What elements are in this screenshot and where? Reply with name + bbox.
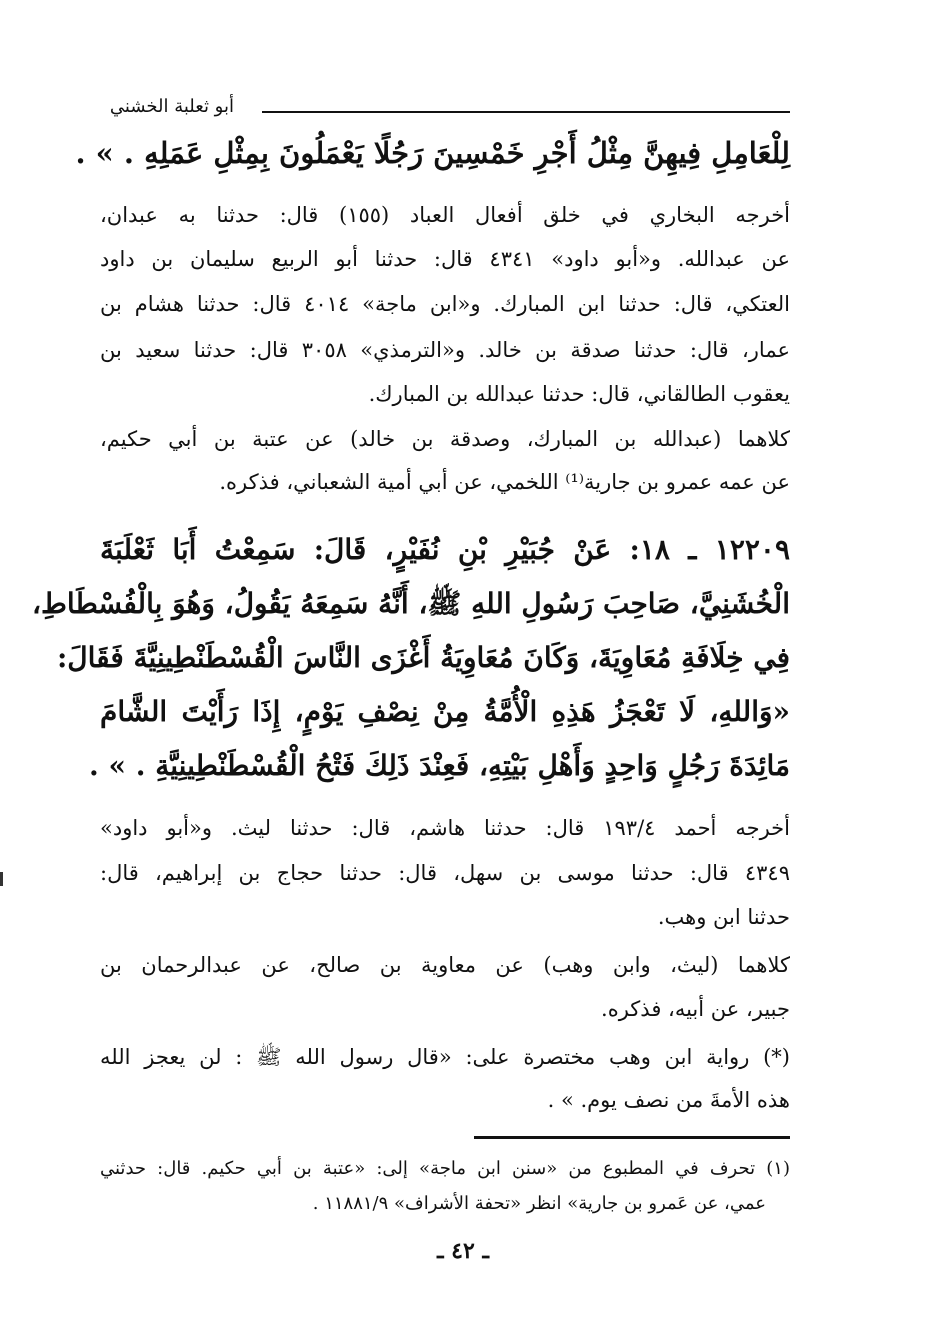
footnote-line-2: عمي، عن عَمرو بن جارية» انظر «تحفة الأشراف» ١١٨٨١/٩ . — [312, 1193, 766, 1214]
text-line-11: كلاهما (ليث، وابن وهب) عن معاوية بن صالح، عن عبدالرحمان بن — [100, 953, 790, 977]
text-line-9: ٤٣٤٩ قال: حدثنا موسى بن سهل، قال: حدثنا حجاج بن إبراهيم، قال: — [100, 861, 790, 885]
header-rule — [262, 111, 790, 113]
footnote-separator — [474, 1136, 790, 1139]
footnote-line-1: (١) تحرف في المطبوع من «سنن ابن ماجة» إلى: «عتبة بن أبي حكيم. قال: حدثني — [100, 1158, 790, 1179]
running-header-title: أبو ثعلبة الخشني — [109, 96, 234, 117]
hadith-line-3: فِي خِلَافَةِ مُعَاوِيَةَ، وَكَانَ مُعَاوِيَةُ أَغْزَى النَّاسَ الْقُسْطَنْطِينِيَّةَ فَقَالَ: — [56, 641, 790, 674]
text-line-4: عمار، قال: حدثنا صدقة بن خالد. و«الترمذي» ٣٠٥٨ قال: حدثنا سعيد بن — [100, 338, 790, 362]
hadith-line-5: مَائِدَةَ رَجُلٍ وَاحِدٍ وَأَهْلِ بَيْتِهِ، فَعِنْدَ ذَلِكَ فَتْحُ الْقُسْطَنْطِينِيَّةِ . » . — [88, 749, 790, 782]
text-line-3: العتكي، قال: حدثنا ابن المبارك. و«ابن ماجة» ٤٠١٤ قال: حدثنا هشام بن — [100, 292, 790, 316]
text-line-14: هذه الأمةَ من نصف يوم. » . — [547, 1088, 790, 1112]
text-line-8: أخرجه أحمد ١٩٣/٤ قال: حدثنا هاشم، قال: حدثنا ليث. و«أبو داود» — [100, 816, 790, 840]
text-line-7: عن عمه عمرو بن جارية⁽¹⁾ اللخمي، عن أبي أمية الشعباني، فذكره. — [219, 470, 790, 494]
hadith-line-1: ١٢٢٠٩ ـ ١٨: عَنْ جُبَيْرِ بْنِ نُفَيْرٍ، قَالَ: سَمِعْتُ أَبَا ثَعْلَبَةَ — [100, 533, 790, 566]
text-line-2: عن عبدالله. و«أبو داود» ٤٣٤١ قال: حدثنا أبو الربيع سليمان بن داود — [100, 247, 790, 271]
margin-mark — [0, 872, 3, 886]
text-line-6: كلاهما (عبدالله بن المبارك، وصدقة بن خالد) عن عتبة بن أبي حكيم، — [100, 427, 790, 451]
hadith-line-2: الْخُشَنِيَّ، صَاحِبَ رَسُولِ اللهِ ﷺ، أَنَّهُ سَمِعَهُ يَقُولُ، وَهُوَ بِالْفُسْطَاطِ، — [31, 587, 790, 620]
page-number: ـ ٤٢ ـ — [437, 1238, 489, 1264]
hadith-line-4: «وَاللهِ، لَا تَعْجَزُ هَذِهِ الْأُمَّةُ مِنْ نِصْفِ يَوْمٍ، إِذَا رَأَيْتَ الشَّامَ — [100, 695, 790, 728]
text-line-10: حدثنا ابن وهب. — [657, 905, 790, 929]
text-line-5: يعقوب الطالقاني، قال: حدثنا عبدالله بن المبارك. — [368, 382, 790, 406]
quran-line-1: لِلْعَامِلِ فِيهِنَّ مِثْلُ أَجْرِ خَمْسِينَ رَجُلًا يَعْمَلُونَ بِمِثْلِ عَمَلِهِ . » . — [75, 136, 790, 170]
text-line-13: (*) رواية ابن وهب مختصرة على: «قال رسول الله ﷺ : لن يعجز الله — [100, 1045, 790, 1069]
text-line-1: أخرجه البخاري في خلق أفعال العباد (١٥٥) قال: حدثنا به عبدان، — [100, 203, 791, 227]
text-line-12: جبير، عن أبيه، فذكره. — [601, 997, 790, 1021]
